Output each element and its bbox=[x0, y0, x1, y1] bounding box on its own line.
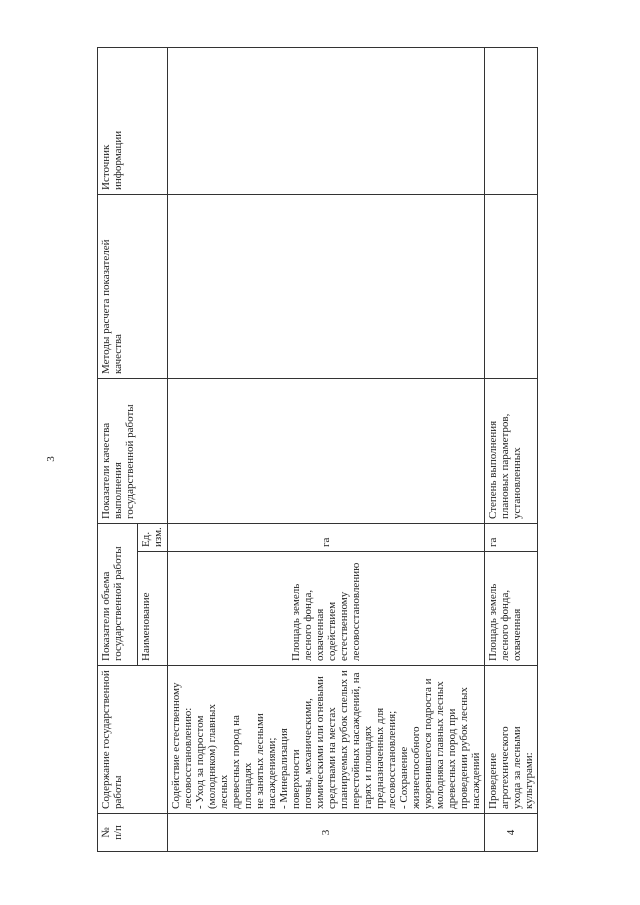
header-volume-group: Показатели объема государственной работы bbox=[98, 524, 138, 666]
row-volume-unit: га bbox=[485, 524, 538, 552]
state-works-table bbox=[97, 47, 538, 852]
row-num: 4 bbox=[485, 814, 538, 852]
header-content: Содержание государственной работы bbox=[98, 666, 168, 814]
rotated-page bbox=[97, 48, 595, 852]
row-quality: Степень выполнения плановых параметров, установленных bbox=[485, 379, 538, 524]
row-volume-name: Площадь земель лесного фонда, охваченная bbox=[485, 552, 538, 666]
row-source bbox=[485, 48, 538, 195]
row-quality bbox=[168, 379, 485, 524]
row-methods bbox=[485, 195, 538, 379]
row-num: 3 bbox=[168, 814, 485, 852]
header-source: Источник информации bbox=[98, 48, 168, 195]
table-row bbox=[485, 48, 538, 852]
header-methods: Методы расчета показателей качества bbox=[98, 195, 168, 379]
header-quality: Показатели качества выполнения государственной работы bbox=[98, 379, 168, 524]
row-content: Содействие естественному лесовосстановлению: - Уход за подростом (молодняком) главных лесных древесных пород на площадях не занятых лесными насаждениями; - Минерализация поверхности почвы, механическими, химическими или огневыми средствами на местах планируемых рубок спелых и перестойных насаждений, на гарях и площадях предназначенных для лесовосстановления; - Сохранение жизнеспособного укоренившегося подроста и молодняка главных лесных древесных пород при проведении рубок лесных насаждений bbox=[168, 666, 485, 814]
header-num: № п/п bbox=[98, 814, 168, 852]
header-volume-unit: Ед. изм. bbox=[138, 524, 168, 552]
table-row bbox=[168, 48, 485, 852]
page-number: 3 bbox=[44, 456, 57, 462]
row-content: Проведение агротехнического ухода за лесными культурами: bbox=[485, 666, 538, 814]
row-volume-name: Площадь земель лесного фонда, охваченная содействием естественному лесовосстановлению bbox=[168, 552, 485, 666]
header-row bbox=[98, 48, 138, 852]
row-source bbox=[168, 48, 485, 195]
header-volume-name: Наименование bbox=[138, 552, 168, 666]
row-volume-unit: га bbox=[168, 524, 485, 552]
row-methods bbox=[168, 195, 485, 379]
